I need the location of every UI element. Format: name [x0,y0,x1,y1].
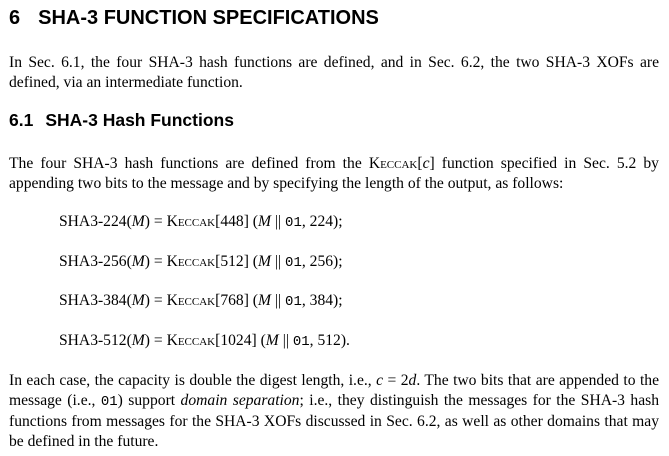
equation-sha3-224 [59,212,343,233]
bracket-open: [ [417,155,423,172]
keccak-name: Keccak [166,213,216,230]
message-variable: M [258,213,271,230]
concat-operator: || [271,253,286,270]
section-number: 6 [9,7,21,29]
subsection-heading [9,109,234,131]
concat-operator: || [271,213,286,230]
capacity-text-1: In each case, the capacity is double the digest length, i.e., [9,372,377,389]
message-variable: M [131,253,145,270]
intro-paragraph: In Sec. 6.1, the four SHA-3 hash functions are defined, and in Sec. 6.2, the two SHA-3 XOFs are defined, via an intermediate function. [9,54,659,91]
equation-capacity: [448] ( [215,213,258,230]
suffix-bits: 01 [285,294,302,310]
capacity-text-2: = 2 [383,372,409,389]
definition-paragraph [9,154,659,194]
capacity-text-5: ; i.e., they distinguish the messages for the SHA-3 hash functions from messages for the SHA-3 XOFs discussed in Sec. 6.2, as well as other domains that may be defined in the future. [9,392,659,450]
keccak-name: Keccak [166,253,216,270]
message-variable: M [258,292,271,309]
suffix-bits: 01 [100,394,118,410]
suffix-bits: 01 [285,215,302,231]
equation-output-length: , 384); [301,292,343,309]
message-variable: M [131,213,145,230]
equation-capacity: [1024] ( [215,332,266,349]
message-variable: M [131,332,145,349]
message-variable: M [265,332,279,349]
equation-sha3-256 [59,252,343,273]
equation-sha3-384 [59,291,343,312]
subsection-number: 6.1 [9,110,34,130]
capacity-text-4: ) support [117,392,181,409]
bracket-close: ] [429,155,435,172]
equation-function-name: SHA3-384( [59,292,132,309]
suffix-bits: 01 [285,255,302,271]
definition-text-end: function specified in Sec. 5.2 by appending two bits to the message and by specifying the length of the output, as follows: [9,155,659,192]
capacity-variable: c [422,155,430,172]
equation-capacity: [512] ( [215,253,258,270]
definition-text-start: The four SHA-3 hash functions are defined from the [9,155,369,172]
section-heading [9,6,379,30]
concat-operator: || [278,332,293,349]
capacity-paragraph [9,371,659,452]
section-title: SHA-3 FUNCTION SPECIFICATIONS [38,7,379,29]
equation-equals: ) = [144,292,167,309]
equation-output-length: , 256); [301,253,343,270]
domain-separation-term: domain separation [180,392,300,409]
equation-sha3-512 [59,331,350,352]
equation-function-name: SHA3-256( [59,253,132,270]
equation-capacity: [768] ( [215,292,258,309]
equation-equals: ) = [144,213,167,230]
suffix-bits: 01 [292,334,310,350]
concat-operator: || [271,292,286,309]
message-variable: M [131,292,145,309]
keccak-name: Keccak [368,155,418,172]
subsection-title: SHA-3 Hash Functions [45,110,234,130]
equation-function-name: SHA3-512( [59,332,132,349]
digest-variable: d [408,372,417,389]
message-variable: M [258,253,271,270]
equation-equals: ) = [144,253,167,270]
capacity-variable: c [376,372,384,389]
capacity-text-3: . The two bits that are appended to the message (i.e., [9,372,660,409]
equation-equals: ) = [144,332,167,349]
equation-output-length: , 224); [301,213,343,230]
keccak-name: Keccak [166,332,216,349]
keccak-name: Keccak [166,292,216,309]
equation-function-name: SHA3-224( [59,213,132,230]
equation-output-length: , 512). [309,332,350,349]
